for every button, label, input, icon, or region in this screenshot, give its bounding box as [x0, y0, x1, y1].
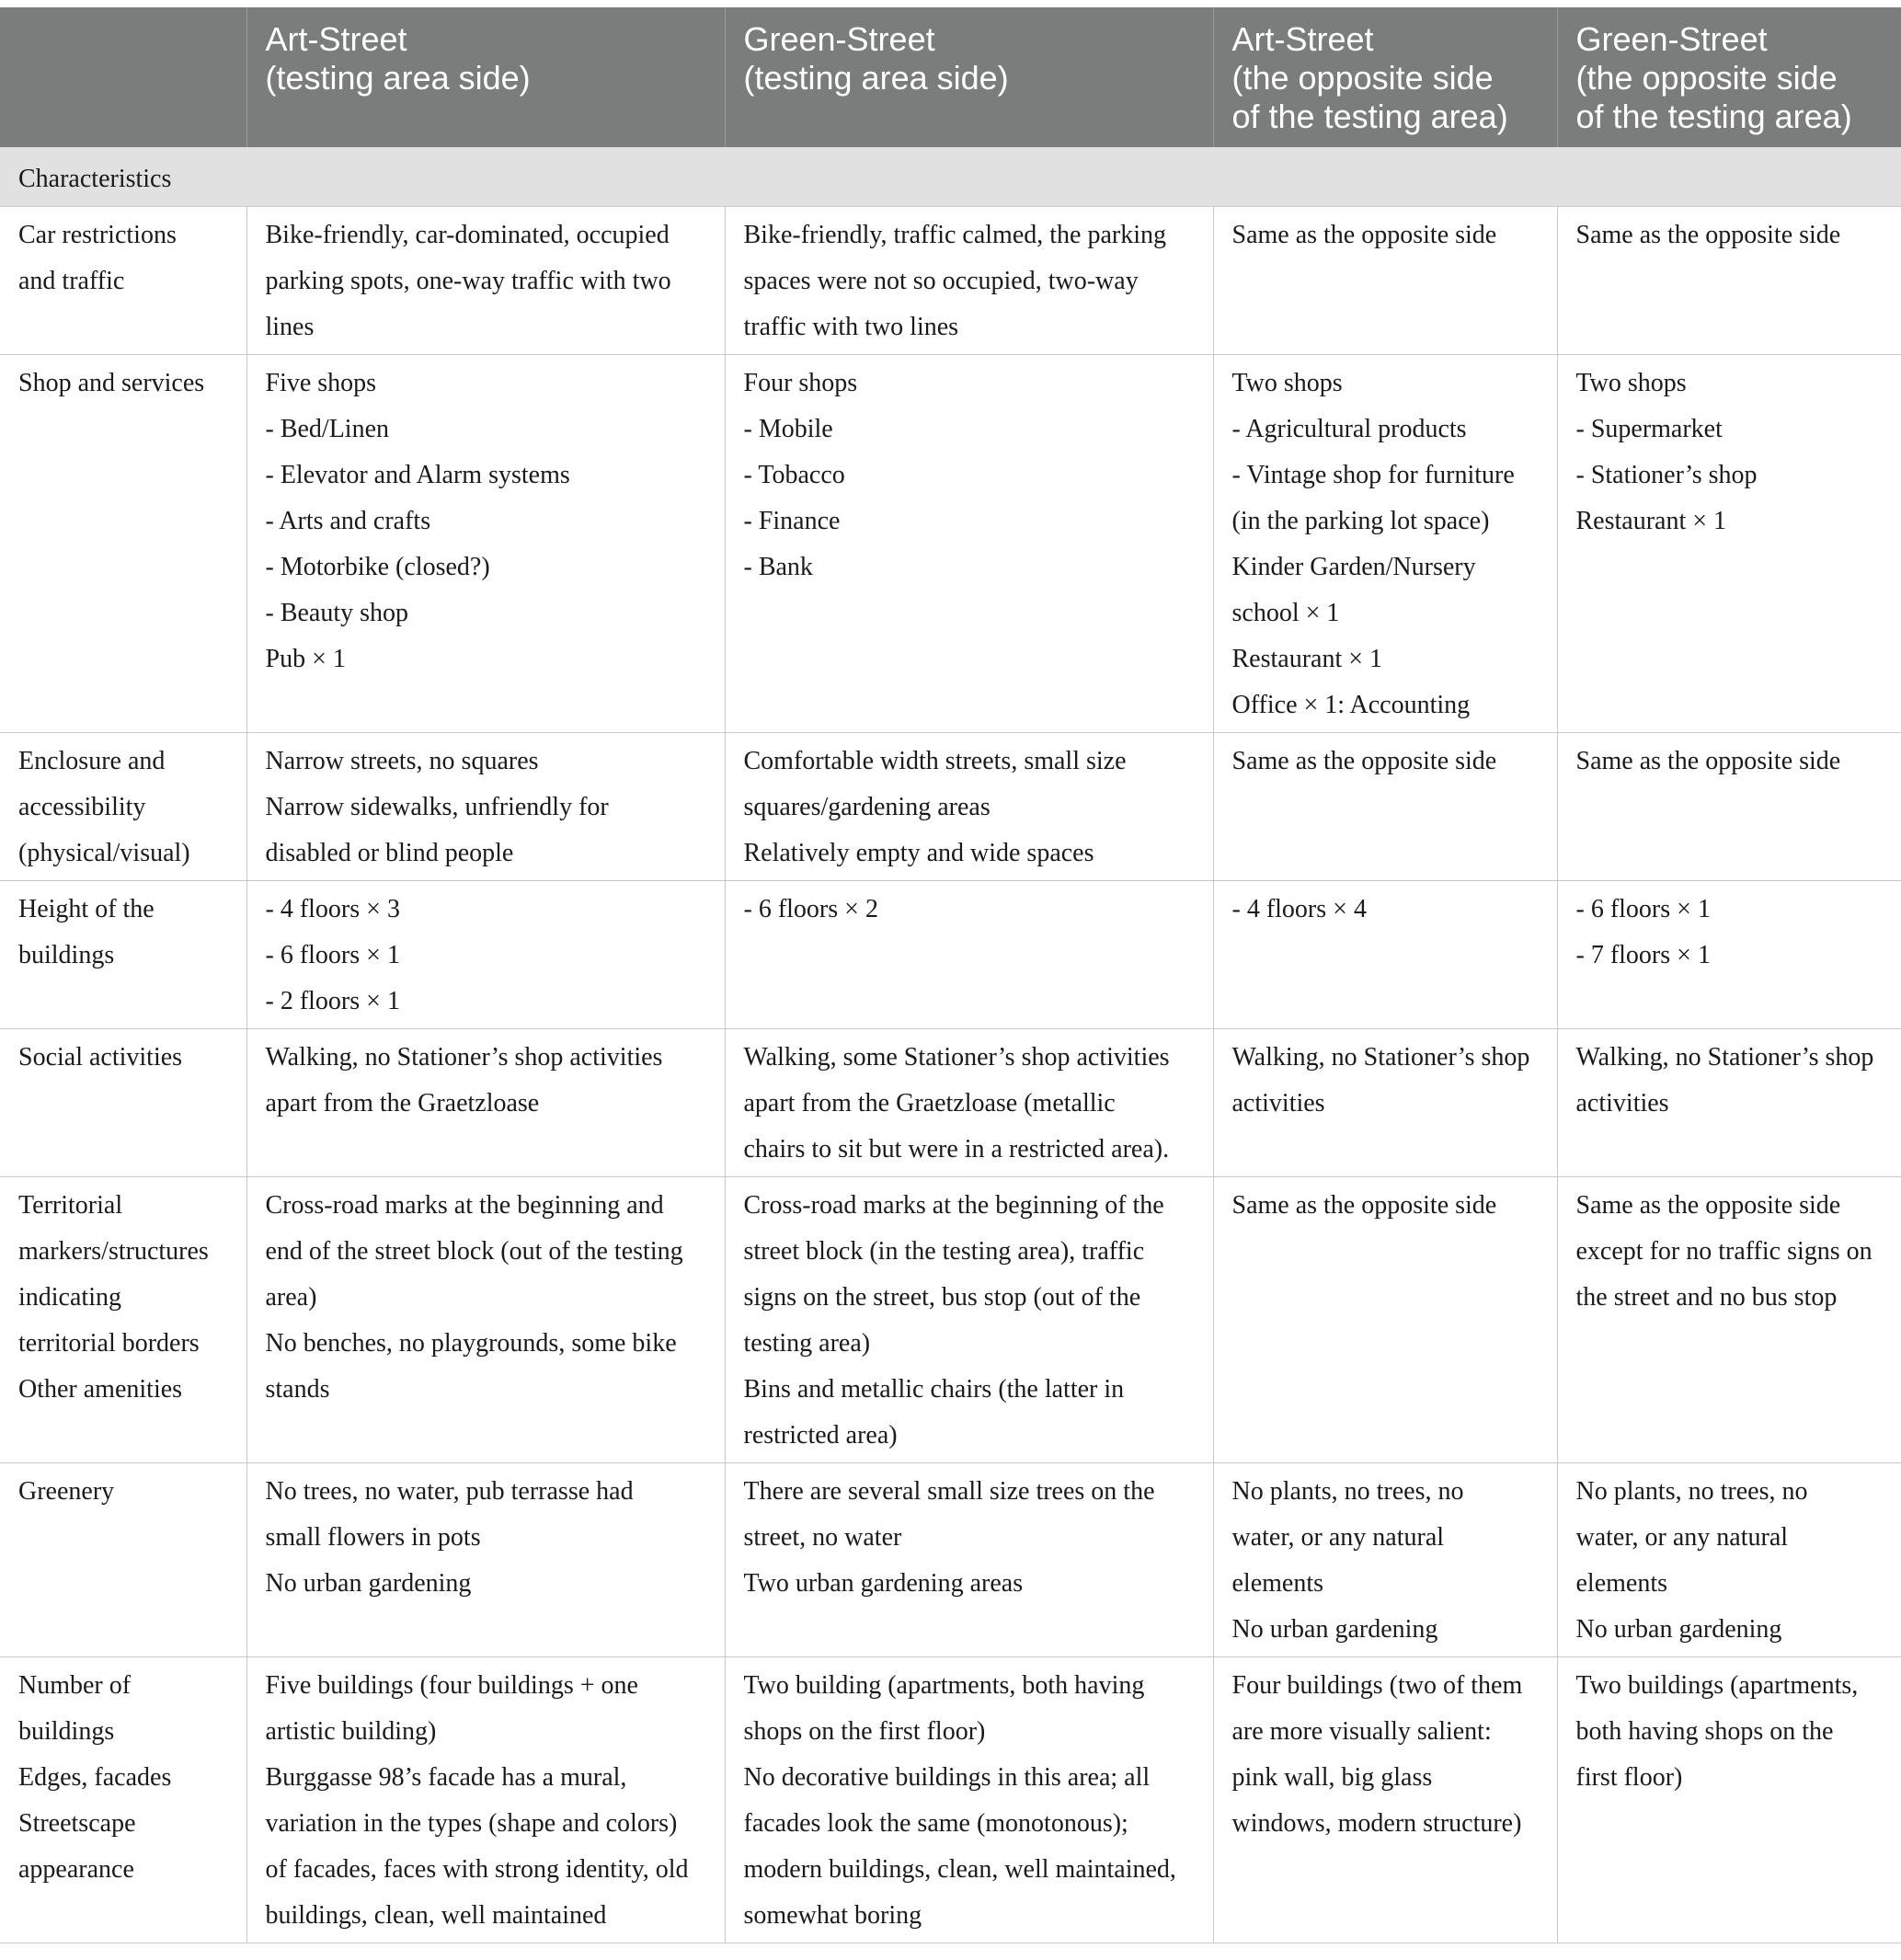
row-label — [0, 207, 246, 355]
cell-line: artistic building) — [265, 1717, 437, 1746]
table-cell — [1557, 207, 1901, 355]
table-cell — [725, 1657, 1213, 1943]
table-row — [0, 1177, 1901, 1463]
cell-line: pink wall, big glass — [1231, 1763, 1433, 1792]
table-cell — [1213, 207, 1557, 355]
cell-line: elements — [1575, 1569, 1668, 1598]
cell-line: Two urban gardening areas — [743, 1569, 1024, 1598]
cell-line: Walking, no Stationer’s shop activities — [265, 1043, 663, 1072]
table-header — [0, 7, 1901, 147]
table-cell — [246, 1029, 725, 1177]
row-label-line: and traffic — [18, 267, 125, 295]
table-cell — [725, 1029, 1213, 1177]
cell-line: water, or any natural — [1231, 1523, 1445, 1552]
cell-line: end of the street block (out of the testing — [265, 1237, 683, 1266]
cell-line: - Mobile — [743, 415, 833, 443]
table-cell — [725, 355, 1213, 733]
cell-line: Narrow sidewalks, unfriendly for — [265, 793, 609, 821]
table-cell — [725, 733, 1213, 881]
table-cell — [1557, 1463, 1901, 1657]
cell-line: chairs to sit but were in a restricted area). — [743, 1135, 1170, 1163]
table-cell — [1213, 881, 1557, 1029]
cell-line: Narrow streets, no squares — [265, 747, 539, 775]
cell-line: - Agricultural products — [1231, 415, 1467, 443]
cell-line: No plants, no trees, no — [1575, 1477, 1808, 1506]
table-cell — [1213, 1657, 1557, 1943]
cell-line: Bike-friendly, traffic calmed, the parking — [743, 221, 1166, 249]
table-cell — [725, 881, 1213, 1029]
table-cell — [725, 1177, 1213, 1463]
cell-line: Cross-road marks at the beginning and — [265, 1191, 664, 1220]
cell-line: - Beauty shop — [265, 599, 409, 627]
cell-line: No urban gardening — [1231, 1615, 1438, 1644]
table-row — [0, 355, 1901, 733]
cell-line: - 6 floors × 2 — [743, 895, 878, 923]
row-label-line: appearance — [18, 1855, 134, 1884]
cell-line: facades look the same (monotonous); — [743, 1809, 1128, 1838]
cell-line: modern buildings, clean, well maintained, — [743, 1855, 1176, 1884]
table-row — [0, 881, 1901, 1029]
cell-line: Two shops — [1575, 369, 1687, 397]
table-cell — [246, 355, 725, 733]
cell-line: Same as the opposite side — [1575, 1191, 1841, 1220]
cell-line: Five shops — [265, 369, 377, 397]
table-cell — [246, 733, 725, 881]
cell-line: Bike-friendly, car-dominated, occupied — [265, 221, 670, 249]
cell-line: Restaurant × 1 — [1231, 645, 1383, 673]
cell-line: Four shops — [743, 369, 858, 397]
cell-line: somewhat boring — [743, 1901, 922, 1930]
table-cell — [725, 207, 1213, 355]
table-row — [0, 1657, 1901, 1943]
cell-line: restricted area) — [743, 1421, 898, 1450]
cell-line: buildings, clean, well maintained — [265, 1901, 607, 1930]
cell-line: small flowers in pots — [265, 1523, 481, 1552]
cell-line: apart from the Graetzloase — [265, 1089, 540, 1118]
cell-line: Kinder Garden/Nursery — [1231, 553, 1476, 581]
table-cell — [1213, 355, 1557, 733]
row-label — [0, 355, 246, 733]
cell-line: Two shops — [1231, 369, 1343, 397]
cell-line: Burggasse 98’s facade has a mural, — [265, 1763, 627, 1792]
section-row — [0, 147, 1901, 207]
cell-line: Same as the opposite side — [1575, 747, 1841, 775]
cell-line: variation in the types (shape and colors) — [265, 1809, 678, 1838]
cell-line: of facades, faces with strong identity, old — [265, 1855, 689, 1884]
cell-line: apart from the Graetzloase (metallic — [743, 1089, 1116, 1118]
cell-line: the street and no bus stop — [1575, 1283, 1838, 1312]
cell-line: spaces were not so occupied, two-way — [743, 267, 1139, 295]
table-cell — [246, 881, 725, 1029]
table-cell — [1557, 1657, 1901, 1943]
header-green-street-opposite: Green-Street (the opposite side of the testing area) — [1557, 7, 1901, 147]
row-label-line: Car restrictions — [18, 221, 177, 249]
table-row — [0, 1463, 1901, 1657]
header-art-street-opposite: Art-Street (the opposite side of the testing area) — [1213, 7, 1557, 147]
cell-line: are more visually salient: — [1231, 1717, 1492, 1746]
row-label-line: Other amenities — [18, 1375, 183, 1404]
cell-line: activities — [1231, 1089, 1325, 1118]
row-label-line: Territorial — [18, 1191, 123, 1220]
cell-line: testing area) — [743, 1329, 871, 1358]
row-label-line: accessibility — [18, 793, 146, 821]
row-label-line: Height of the — [18, 895, 155, 923]
row-label-line: (physical/visual) — [18, 839, 190, 867]
table-cell — [1213, 1029, 1557, 1177]
row-label-line: Number of — [18, 1671, 132, 1700]
header-corner — [0, 7, 246, 147]
table-cell — [1557, 355, 1901, 733]
cell-line: traffic with two lines — [743, 313, 959, 341]
cell-line: except for no traffic signs on — [1575, 1237, 1872, 1266]
cell-line: Pub × 1 — [265, 645, 346, 673]
row-label — [0, 733, 246, 881]
row-label — [0, 1657, 246, 1943]
cell-line: Walking, some Stationer’s shop activities — [743, 1043, 1170, 1072]
cell-line: Same as the opposite side — [1231, 1191, 1497, 1220]
cell-line: street block (in the testing area), traffic — [743, 1237, 1145, 1266]
cell-line: stands — [265, 1375, 330, 1404]
table-cell — [1213, 1463, 1557, 1657]
cell-line: Same as the opposite side — [1231, 747, 1497, 775]
row-label-line: Greenery — [18, 1477, 115, 1506]
row-label-line: indicating — [18, 1283, 121, 1312]
cell-line: lines — [265, 313, 315, 341]
cell-line: Office × 1: Accounting — [1231, 691, 1471, 719]
table-cell — [246, 1657, 725, 1943]
cell-line: Two building (apartments, both having — [743, 1671, 1145, 1700]
cell-line: Walking, no Stationer’s shop — [1231, 1043, 1530, 1072]
cell-line: - 6 floors × 1 — [265, 941, 400, 969]
table-row — [0, 733, 1901, 881]
cell-line: Bins and metallic chairs (the latter in — [743, 1375, 1125, 1404]
cell-line: - 4 floors × 3 — [265, 895, 400, 923]
row-label — [0, 1177, 246, 1463]
header-art-street-testing: Art-Street (testing area side) — [246, 7, 725, 147]
cell-line: No plants, no trees, no — [1231, 1477, 1464, 1506]
cell-line: No urban gardening — [265, 1569, 472, 1598]
row-label-line: buildings — [18, 1717, 115, 1746]
cell-line: - Stationer’s shop — [1575, 461, 1758, 489]
cell-line: - Vintage shop for furniture — [1231, 461, 1515, 489]
row-label-line: Streetscape — [18, 1809, 136, 1838]
row-label-line: Edges, facades — [18, 1763, 172, 1792]
cell-line: Two buildings (apartments, — [1575, 1671, 1859, 1700]
cell-line: - 6 floors × 1 — [1575, 895, 1711, 923]
cell-line: - Supermarket — [1575, 415, 1723, 443]
cell-line: Walking, no Stationer’s shop — [1575, 1043, 1874, 1072]
cell-line: - Finance — [743, 507, 841, 535]
table-cell — [246, 207, 725, 355]
table-row — [0, 1029, 1901, 1177]
table-cell — [1557, 1029, 1901, 1177]
cell-line: activities — [1575, 1089, 1669, 1118]
table-cell — [1557, 733, 1901, 881]
cell-line: water, or any natural — [1575, 1523, 1789, 1552]
cell-line: Restaurant × 1 — [1575, 507, 1727, 535]
cell-line: - Tobacco — [743, 461, 845, 489]
section-label: Characteristics — [0, 147, 1901, 207]
row-label — [0, 1463, 246, 1657]
row-label — [0, 881, 246, 1029]
cell-line: - Elevator and Alarm systems — [265, 461, 570, 489]
table-cell — [725, 1463, 1213, 1657]
table-cell — [246, 1177, 725, 1463]
cell-line: street, no water — [743, 1523, 902, 1552]
cell-line: disabled or blind people — [265, 839, 514, 867]
comparison-table — [0, 7, 1901, 1943]
cell-line: - 4 floors × 4 — [1231, 895, 1367, 923]
cell-line: Five buildings (four buildings + one — [265, 1671, 638, 1700]
cell-line: first floor) — [1575, 1763, 1683, 1792]
cell-line: No decorative buildings in this area; all — [743, 1763, 1151, 1792]
row-label-line: Enclosure and — [18, 747, 166, 775]
cell-line: - Motorbike (closed?) — [265, 553, 490, 581]
cell-line: elements — [1231, 1569, 1324, 1598]
cell-line: - Bed/Linen — [265, 415, 390, 443]
row-label-line: buildings — [18, 941, 115, 969]
cell-line: No trees, no water, pub terrasse had — [265, 1477, 634, 1506]
cell-line: - 2 floors × 1 — [265, 987, 400, 1015]
cell-line: signs on the street, bus stop (out of the — [743, 1283, 1141, 1312]
cell-line: area) — [265, 1283, 317, 1312]
cell-line: - Bank — [743, 553, 813, 581]
row-label-line: Shop and services — [18, 369, 205, 397]
cell-line: squares/gardening areas — [743, 793, 991, 821]
cell-line: both having shops on the — [1575, 1717, 1834, 1746]
cell-line: Four buildings (two of them — [1231, 1671, 1523, 1700]
table-cell — [1213, 1177, 1557, 1463]
cell-line: (in the parking lot space) — [1231, 507, 1490, 535]
cell-line: Cross-road marks at the beginning of the — [743, 1191, 1164, 1220]
cell-line: Relatively empty and wide spaces — [743, 839, 1094, 867]
cell-line: Comfortable width streets, small size — [743, 747, 1127, 775]
cell-line: school × 1 — [1231, 599, 1340, 627]
row-label-line: Social activities — [18, 1043, 183, 1072]
cell-line: - 7 floors × 1 — [1575, 941, 1711, 969]
cell-line: Same as the opposite side — [1231, 221, 1497, 249]
cell-line: shops on the first floor) — [743, 1717, 986, 1746]
cell-line: No urban gardening — [1575, 1615, 1782, 1644]
cell-line: No benches, no playgrounds, some bike — [265, 1329, 677, 1358]
cell-line: - Arts and crafts — [265, 507, 431, 535]
row-label-line: markers/structures — [18, 1237, 209, 1266]
row-label — [0, 1029, 246, 1177]
table-body — [0, 147, 1901, 1943]
table-cell — [1557, 881, 1901, 1029]
cell-line: There are several small size trees on the — [743, 1477, 1155, 1506]
cell-line: parking spots, one-way traffic with two — [265, 267, 671, 295]
cell-line: windows, modern structure) — [1231, 1809, 1522, 1838]
table-cell — [246, 1463, 725, 1657]
header-green-street-testing: Green-Street (testing area side) — [725, 7, 1213, 147]
cell-line: Same as the opposite side — [1575, 221, 1841, 249]
table-cell — [1557, 1177, 1901, 1463]
table-cell — [1213, 733, 1557, 881]
row-label-line: territorial borders — [18, 1329, 200, 1358]
header-row — [0, 7, 1901, 147]
table-row — [0, 207, 1901, 355]
